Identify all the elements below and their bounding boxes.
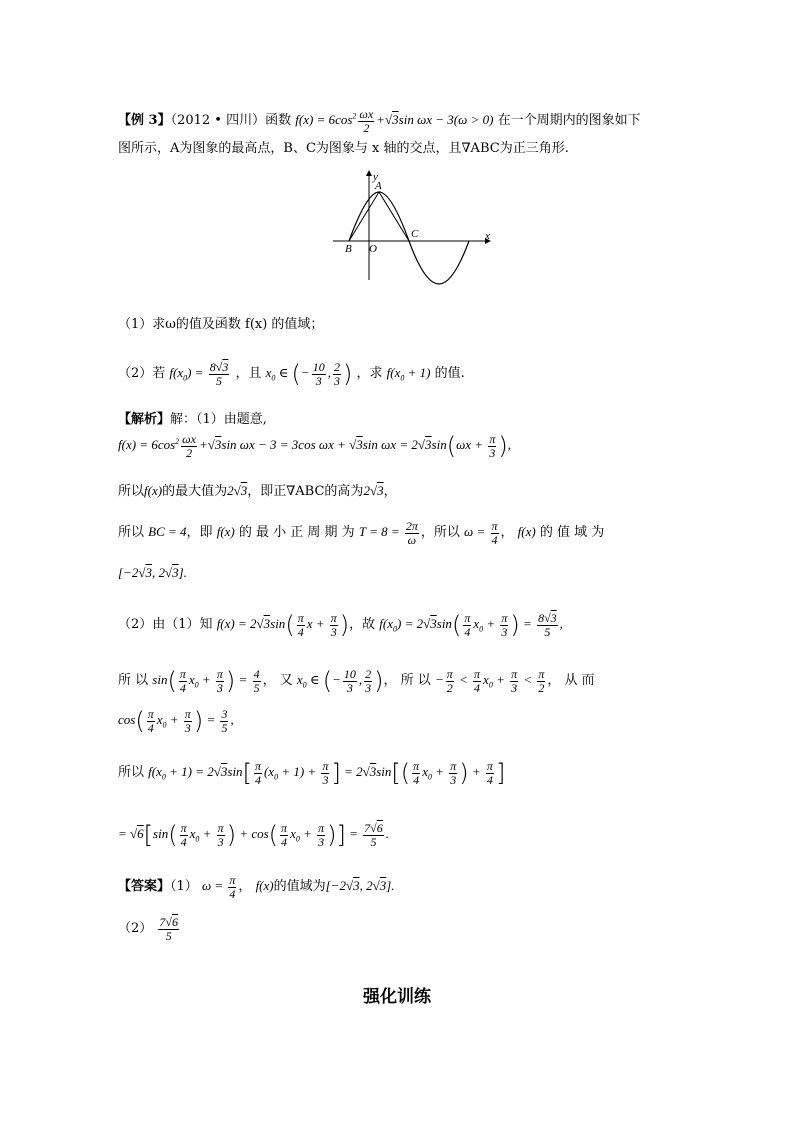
label-B: B [345,243,352,255]
a1-tail: 的值域为 [273,879,326,895]
a2-pre: （2） [118,921,153,937]
solution-start: 解：（1）由题意, [170,412,267,427]
q2-prefix: （2）若 [118,366,166,382]
example-source: （2012 • 四川） [170,113,266,129]
solution-max-line: 所以f(x)的最大值为2√3，即正∇ABC的高为2√3， [118,483,397,499]
bc-2: ，即 [186,525,213,541]
example-cond-tail: 在一个周期内的图象如下 [497,113,641,129]
p2-mid: ，故 [349,617,376,633]
solution-range: [−2√3, 2√3]. [118,565,187,580]
sine-graph-figure [325,168,495,288]
label-A: A [375,180,382,192]
max-mid: 的最大值为 [162,484,228,499]
question-2: （2）若 $f(x_0)$ = $\frac{8√3}{5}$ ，且 $x_0$ ∈ (− $\frac{10}{3}$ , $\frac{2}{3}$ ) ，求 $f(x_0 + 1)$ 的值. [118,360,465,389]
bc-1: 所以 [118,525,145,541]
p3-1: 所 以 [118,673,149,689]
example-tag: 【例 3】 [118,113,171,129]
max-pre: 所以 [118,484,145,499]
a1-mid: ， [238,879,252,895]
sine-curve [349,192,469,284]
a1-pre: （1） [170,879,198,895]
solution-period-line: 所以 BC = 4，即 f(x) 的 最 小 正 周 期 为 T = 8 = $\frac{2\pi}{\omega}$ ，所以 ω = $\frac{\pi}{4}$ ， f(x) 的 值 域 为 [118,519,605,547]
solution-part2-line: （2）由（1）知 f(x) = 2√3sin( $\frac{\pi}{4}$ x + $\frac{\pi}{3}$ )，故 $f(x_0) = 2√3\sin$( $\frac{\pi}{4}$ $x_0$ + $\frac{\pi}{3}$ ) = $\frac{8√3}{5}$ , [118,611,563,640]
p3-2: ， 又 [262,673,293,689]
bc-3: 的 最 小 正 周 期 为 [238,525,355,541]
solution-derivation: $f(x) = 6\cos^2$ $\frac{\omega x}{2}$ +√3sin ωx − 3 = 3cos ωx + √3sin ωx = 2√3sin(ωx + $\frac{\pi}{3}$ ), [118,432,511,461]
solution-tag: 【解析】 [118,412,171,427]
solution-final-line: = √6[sin( $\frac{\pi}{4}$ $x_0$ + $\frac{\pi}{3}$ ) + cos( $\frac{\pi}{4}$ $x_0$ + $\frac{\pi}{3}$ )] = $\frac{7√6}{5}$ . [118,821,390,850]
q2-mid: ，且 [235,366,262,382]
q2-end: 的值. [434,366,465,382]
bc-5: ， [500,525,514,541]
answer-line-1: 【答案】（1） ω = $\frac{\pi}{4}$ ， f(x)的值域为[−2√3, 2√3]. [118,873,395,901]
answer-tag: 【答案】 [118,879,171,895]
p4-pre: 所以 [118,765,145,781]
example-intro: 函数 [265,113,292,129]
p3-4: ， 从 而 [547,673,595,689]
solution-part4-line: 所以 $f(x_0 + 1) = 2√3\sin$[ $\frac{\pi}{4}$ $(x_0 + 1)$ + $\frac{\pi}{3}$ ] = 2√3sin[( $\frac{\pi}{4}$ $x_0$ + $\frac{\pi}{3}$ ) + $\frac{\pi}{4}$ ] [118,759,506,788]
label-x: x [485,230,490,242]
label-O: O [369,243,377,255]
triangle-side-ac [379,192,409,241]
label-y: y [373,171,378,183]
example-line-2: 图所示，A为图象的最高点，B、C为图象与 x 轴的交点，且∇ABC为正三角形. [118,141,569,156]
triangle-side-ab [349,192,379,241]
y-axis-arrow [366,170,372,176]
q2-tail: ，求 [356,366,383,382]
example-line-1 [118,108,641,134]
question-1: （1）求ω的值及函数 f(x) 的值域； [118,317,324,332]
bc-4: ，所以 [420,525,460,541]
solution-part3-line: 所 以 sin( $\frac{\pi}{4}$ $x_0$ + $\frac{\pi}{3}$ ) = $\frac{4}{5}$ ， 又 $x_0$ ∈ (− $\frac{10}{3}$ , $\frac{2}{3}$ )， 所 以 − $\frac{\pi}{2}$ < $\frac{\pi}{4}$ $x_0$ + $\frac{\pi}{3}$ < $\frac{\pi}{2}$ ， 从 而 [118,667,595,696]
max-mid2: ，即正∇ABC的高为 [247,484,364,499]
bc-6: 的 值 域 为 [539,525,605,541]
answer-line-2: （2） $\frac{7√6}{5}$ [118,915,179,943]
label-C: C [411,228,419,240]
solution-cos-line: cos( $\frac{\pi}{4}$ $x_0$ + $\frac{\pi}{3}$ ) = $\frac{3}{5}$ , [118,707,234,736]
section-title: 强化训练 [363,987,431,1007]
p2-pre: （2）由（1）知 [118,617,213,633]
function-formula: $f(x) = 6\cos^2$ $\frac{\omega x}{2}$ +√3sin ωx − 3(ω > 0) [295,107,494,135]
p3-3: ， 所 以 [383,673,431,689]
solution-line-1 [118,413,267,426]
